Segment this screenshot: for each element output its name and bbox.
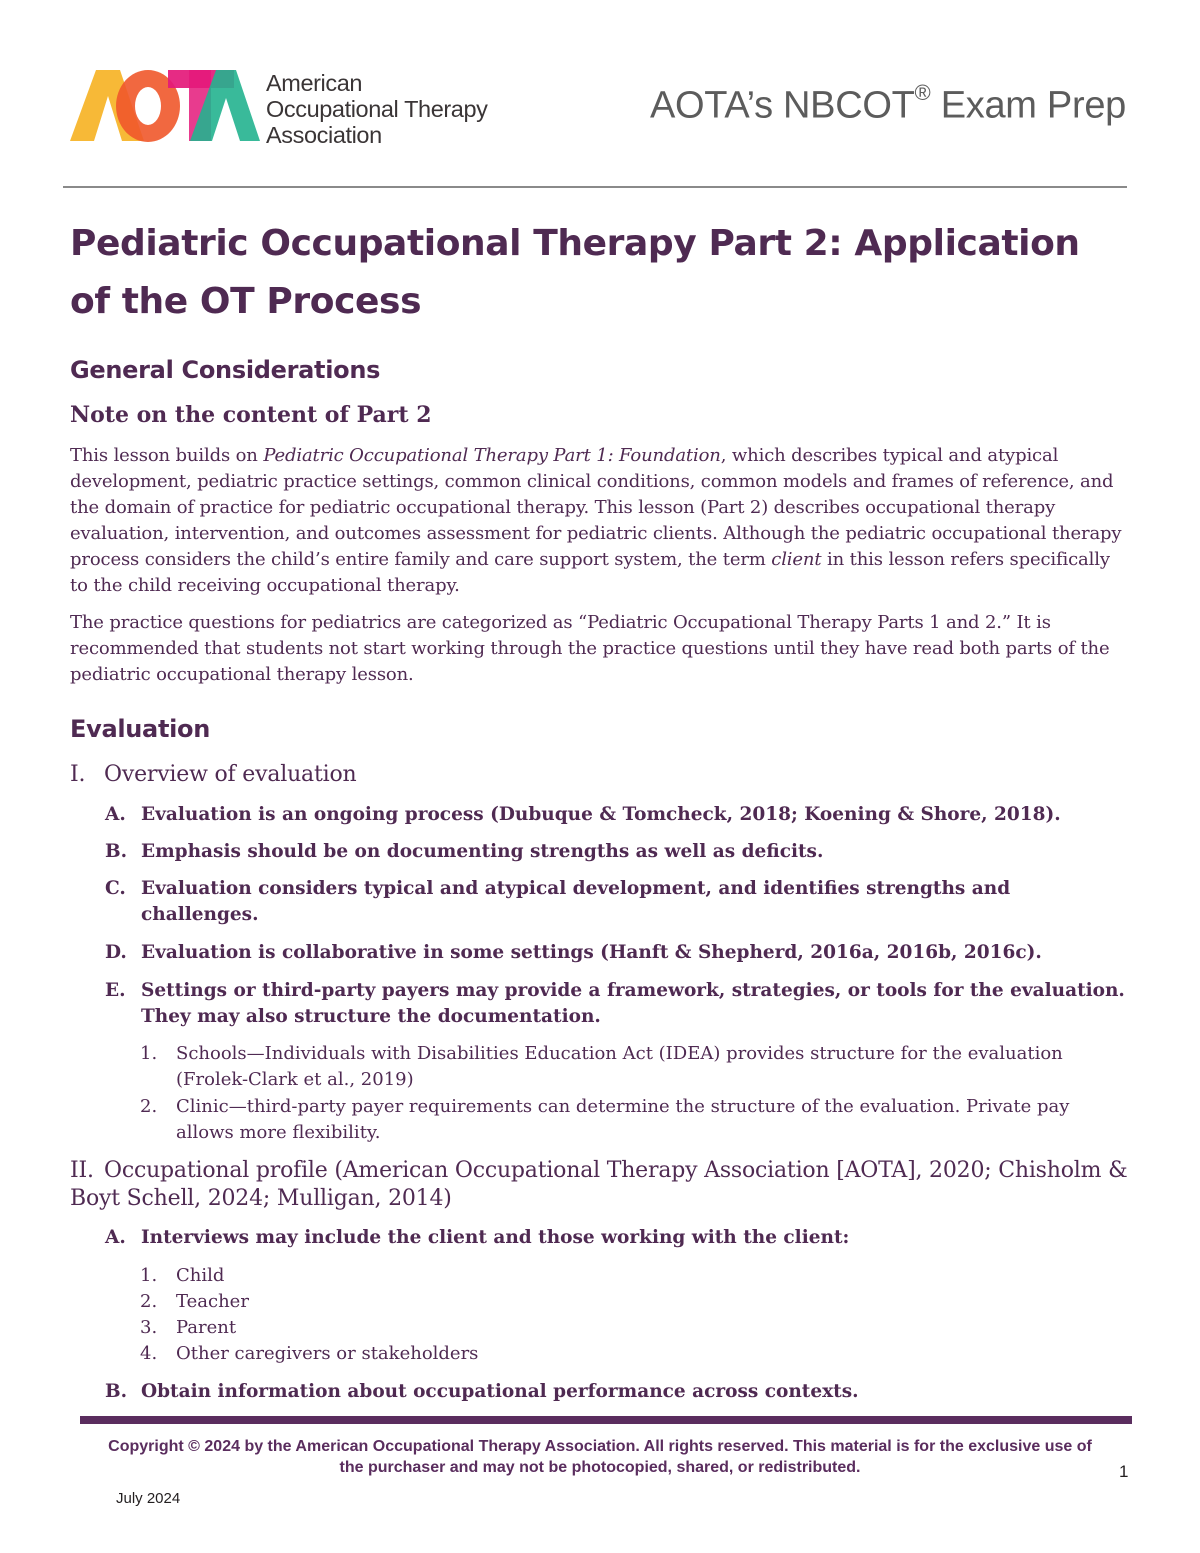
exam-prep-title: AOTA’s NBCOT® Exam Prep (650, 80, 1126, 127)
evaluation-heading: Evaluation (70, 715, 211, 743)
intro-paragraph-1: This lesson builds on Pediatric Occupational Therapy Part 1: Foundation, which describes typical and atypical development, pediatric practice settings, common clinical conditions, common models and frames of reference, and the domain of practice for pediatric occupational therapy. This lesson (Part 2) describes occupational therapy evaluation, intervention, and outcomes assessment for pediatric clients. Although the pediatric occupational therapy process considers the child’s entire family and care support system, the term client in this lesson refers specifically to the child receiving occupational therapy. (70, 445, 1122, 596)
sub-list-item: 1. Schools—Individuals with Disabilities Education Act (IDEA) provides structure for the evaluation (Frolek-Clark et al., 2019) (140, 1043, 1063, 1090)
publication-date: July 2024 (116, 1490, 181, 1507)
footer-divider (80, 1416, 1132, 1424)
document-title: Pediatric Occupational Therapy Part 2: Application of the OT Process (70, 223, 1080, 322)
list-item: C. Evaluation considers typical and atypical development, and identifies strengths and challenges. (105, 878, 1011, 925)
logo-org-name: American Occupational Therapy Association (266, 70, 488, 148)
list-item: A. Interviews may include the client and those working with the client: (105, 1227, 850, 1248)
list-item: B. Emphasis should be on documenting strengths as well as deficits. (105, 841, 824, 862)
sub-list-item: 4. Other caregivers or stakeholders (140, 1343, 479, 1364)
copyright-notice: Copyright © 2024 by the American Occupational Therapy Association. All rights reserved. This material is for the exclusive use of the purchaser and may not be photocopied, shared, or redistributed. (108, 1438, 1092, 1476)
note-heading: Note on the content of Part 2 (70, 402, 432, 428)
sub-list-item: 3. Parent (140, 1317, 237, 1338)
page-number: 1 (1119, 1462, 1129, 1481)
aota-logo-mark (70, 70, 260, 145)
sub-list-item: 1. Child (140, 1265, 225, 1286)
intro-paragraph-2: The practice questions for pediatrics are categorized as “Pediatric Occupational Therapy Parts 1 and 2.” It is recommended that students not start working through the practice questions until they have read both parts of the pediatric occupational therapy lesson. (70, 612, 1110, 685)
list-item: E. Settings or third-party payers may provide a framework, strategies, or tools for the evaluation. They may also structure the documentation. (105, 980, 1125, 1027)
list-item: A. Evaluation is an ongoing process (Dubuque & Tomcheck, 2018; Koening & Shore, 2018). (105, 804, 1061, 825)
list-item: B. Obtain information about occupational performance across contexts. (105, 1381, 859, 1402)
aota-logo (70, 70, 500, 148)
general-considerations-heading: General Considerations (70, 356, 381, 384)
section-i-heading: I. Overview of evaluation (70, 762, 357, 787)
header-divider (63, 186, 1127, 188)
sub-list-item: 2. Teacher (140, 1291, 249, 1312)
section-ii-heading: II. Occupational profile (American Occupational Therapy Association [AOTA], 2020; Chisholm & Boyt Schell, 2024; Mulligan, 2014) (70, 1158, 1128, 1211)
list-item: D. Evaluation is collaborative in some settings (Hanft & Shepherd, 2016a, 2016b, 2016c). (105, 942, 1042, 963)
sub-list-item: 2. Clinic—third-party payer requirements can determine the structure of the evaluation. Private pay allows more flexibility. (140, 1096, 1070, 1143)
registered-mark: ® (914, 80, 931, 105)
